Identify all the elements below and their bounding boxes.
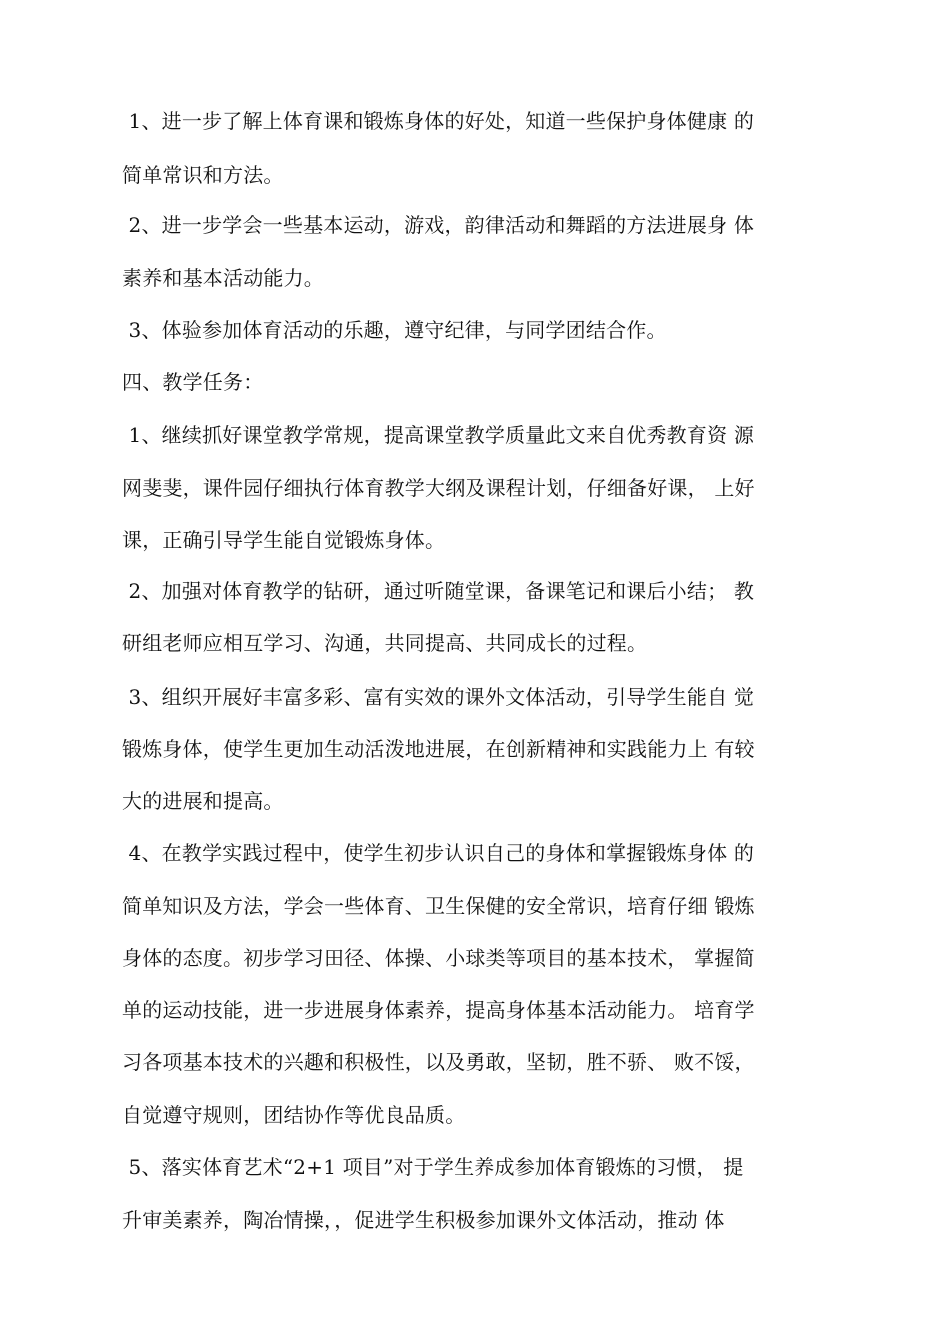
text-line: 简单常识和方法。 xyxy=(122,163,284,187)
text-line: 3、体验参加体育活动的乐趣，遵守纪律，与同学团结合作。 xyxy=(122,318,667,342)
text-line: 升审美素养，陶冶情操，，促进学生积极参加课外文体活动，推动 体 xyxy=(122,1208,725,1232)
text-line: 4、在教学实践过程中，使学生初步认识自己的身体和掌握锻炼身体 的 xyxy=(122,841,755,865)
text-line: 素养和基本活动能力。 xyxy=(122,266,324,290)
text-line: 5、落实体育艺术“2+1 项目”对于学生养成参加体育锻炼的习惯， 提 xyxy=(122,1155,744,1179)
text-line: 研组老师应相互学习、沟通，共同提高、共同成长的过程。 xyxy=(122,631,648,655)
text-line: 习各项基本技术的兴趣和积极性，以及勇敢，坚韧，胜不骄、 败不馁， xyxy=(122,1050,755,1074)
text-line: 3、组织开展好丰富多彩、富有实效的课外文体活动，引导学生能自 觉 xyxy=(122,685,755,709)
text-line: 1、继续抓好课堂教学常规，提高课堂教学质量此文来自优秀教育资 源 xyxy=(122,423,755,447)
section-heading: 四、教学任务： xyxy=(122,370,264,394)
text-line: 2、进一步学会一些基本运动，游戏，韵律活动和舞蹈的方法进展身 体 xyxy=(122,213,755,237)
text-line: 大的进展和提高。 xyxy=(122,789,284,813)
text-line: 身体的态度。初步学习田径、体操、小球类等项目的基本技术， 掌握简 xyxy=(122,946,755,970)
text-line: 网斐斐，课件园仔细执行体育教学大纲及课程计划，仔细备好课， 上好 xyxy=(122,476,755,500)
text-line: 简单知识及方法，学会一些体育、卫生保健的安全常识，培育仔细 锻炼 xyxy=(122,894,755,918)
text-line: 单的运动技能，进一步进展身体素养，提高身体基本活动能力。 培育学 xyxy=(122,998,755,1022)
text-line: 课，正确引导学生能自觉锻炼身体。 xyxy=(122,528,446,552)
text-line: 自觉遵守规则，团结协作等优良品质。 xyxy=(122,1103,466,1127)
text-line: 1、进一步了解上体育课和锻炼身体的好处，知道一些保护身体健康 的 xyxy=(122,109,755,133)
text-line: 2、加强对体育教学的钻研，通过听随堂课，备课笔记和课后小结； 教 xyxy=(122,579,755,603)
text-line: 锻炼身体，使学生更加生动活泼地进展，在创新精神和实践能力上 有较 xyxy=(122,737,755,761)
